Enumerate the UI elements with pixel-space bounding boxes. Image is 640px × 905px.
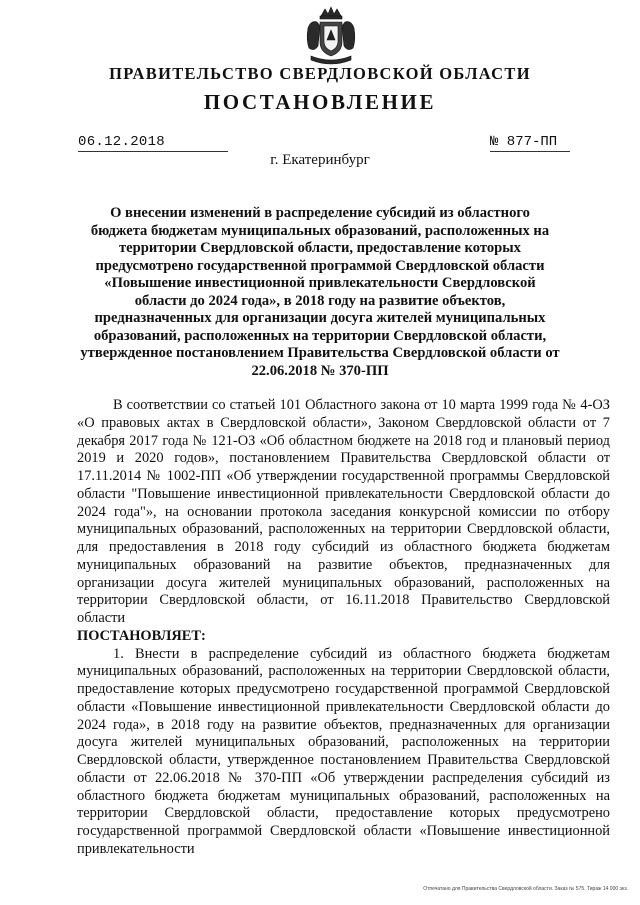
government-name: ПРАВИТЕЛЬСТВО СВЕРДЛОВСКОЙ ОБЛАСТИ xyxy=(109,64,531,83)
print-footer: Отпечатано для Правительства Свердловской области. Заказ № 575. Тираж 14 000 экз. xyxy=(423,886,628,892)
document-date: 06.12.2018 xyxy=(78,134,228,152)
item-1-paragraph: 1. Внести в распределение субсидий из областного бюджета бюджетам муниципальных образований, расположенных на территории Свердловской области, предоставление которых предусмотрено государственной программой Свердловской области «Повышение инвестиционной привлекательности Свердловской области до 2024 года», в 2018 году на развитие объектов, предназначенных для организации досуга жителей муниципальных образований, расположенных на территории Свердловской области, утвержденное постановлением Правительства Свердловской области от 22.06.2018 № 370-ПП «Об утверждении распределения субсидий из областного бюджета бюджетам муниципальных образований, расположенных на территории Свердловской области, предоставление которых предусмотрено государственной программой Свердловской области «Повышение инвестиционной привлекательности xyxy=(77,645,610,857)
document-type: ПОСТАНОВЛЕНИЕ xyxy=(203,90,437,114)
preamble-paragraph: В соответствии со статьей 101 Областного закона от 10 марта 1999 года № 4-ОЗ «О правовых актах в Свердловской области», Законом Свердловской области от 7 декабря 2017 года № 121-ОЗ «Об областном бюджете на 2018 год и плановый период 2019 и 2020 годов», постановлением Правительства Свердловской области от 17.11.2014 № 1002-ПП «Об утверждении государственной программы Свердловской области "Повышение инвестиционной привлекательности Свердловской области до 2024 года"», на основании протокола заседания конкурсной комиссии по отбору муниципальных образований, расположенных на территории Свердловской области, для предоставления в 2018 году субсидий из областного бюджета бюджетам муниципальных образований на развитие объектов, предназначенных для организации досуга жителей муниципальных образований, расположенных на территории Свердловской области, от 16.11.2018 Правительство Свердловской области xyxy=(77,397,610,626)
document-city: г. Екатеринбург xyxy=(270,152,370,168)
document-body xyxy=(77,397,610,859)
document-title: О внесении изменений в распределение субсидий из областного бюджета бюджетам муниципальных образований, расположенных на территории Свердловской области, предоставление которых предусмотрено государственной программой Свердловской области «Повышение инвестиционной привлекательности Свердловской области до 2024 года», в 2018 году на развитие объектов, предназначенных для организации досуга жителей муниципальных образований, расположенных на территории Свердловской области, утвержденное постановлением Правительства Свердловской области от 22.06.2018 № 370-ПП xyxy=(80,205,560,379)
coat-of-arms-icon xyxy=(305,6,357,68)
resolve-heading: ПОСТАНОВЛЯЕТ: xyxy=(77,627,206,644)
document-number: № 877-ПП xyxy=(490,134,570,152)
